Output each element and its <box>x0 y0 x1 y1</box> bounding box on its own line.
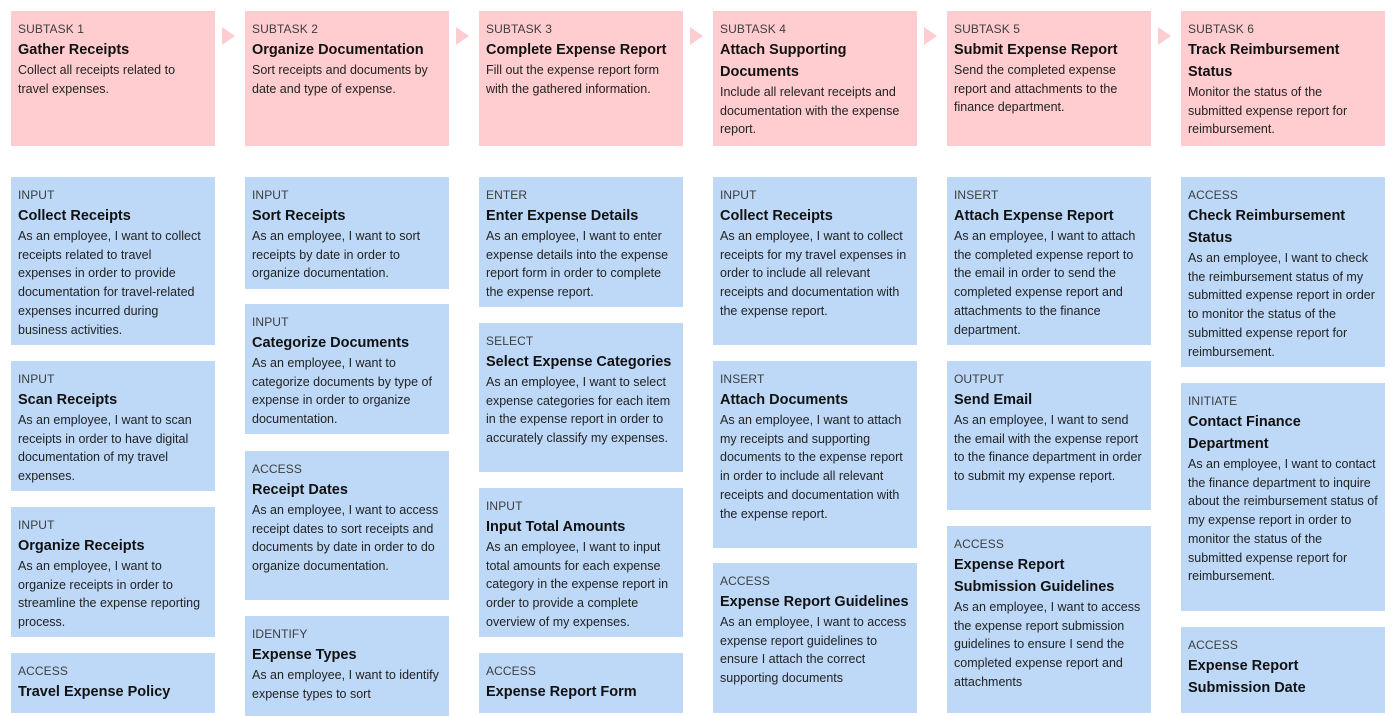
story-tag: INPUT <box>18 372 55 386</box>
story-title: Select Expense Categories <box>486 354 672 370</box>
story-title: Expense Types <box>252 647 357 663</box>
story-tag: INITIATE <box>1188 394 1238 408</box>
story-tag: INPUT <box>720 188 757 202</box>
subtask-title: Complete Expense Report <box>486 42 667 58</box>
story-tag: ACCESS <box>252 462 302 476</box>
story-card[interactable] <box>1181 627 1385 713</box>
story-tag: INPUT <box>252 315 289 329</box>
subtask-title: Gather Receipts <box>18 42 130 58</box>
story-card[interactable] <box>947 526 1151 713</box>
flow-arrow-icon <box>222 27 235 45</box>
story-tag: ACCESS <box>18 664 68 678</box>
subtask-title: Submit Expense Report <box>954 42 1118 58</box>
story-title: Expense Report Submission Date <box>1188 658 1306 696</box>
story-title: Receipt Dates <box>252 482 348 498</box>
story-title: Expense Report Guidelines <box>720 594 909 610</box>
story-card[interactable] <box>245 451 449 600</box>
story-card[interactable] <box>947 361 1151 510</box>
story-card[interactable] <box>479 488 683 637</box>
story-card[interactable] <box>479 653 683 713</box>
story-title: Attach Expense Report <box>954 208 1114 224</box>
story-card[interactable] <box>11 507 215 637</box>
story-title: Scan Receipts <box>18 392 118 408</box>
story-card[interactable] <box>713 177 917 345</box>
flow-arrow-icon <box>690 27 703 45</box>
story-description: As an employee, I want to access expense report guidelines to ensure I attach the correct supporting documents <box>720 615 907 686</box>
story-tag: INPUT <box>18 188 55 202</box>
subtask-description: Send the completed expense report and attachments to the finance department. <box>954 63 1118 115</box>
flow-arrow-icon <box>924 27 937 45</box>
story-description: As an employee, I want to scan receipts in order to have digital documentation of my travel expenses. <box>18 413 192 484</box>
subtask-card-4[interactable] <box>713 11 917 146</box>
story-card[interactable] <box>11 653 215 713</box>
story-title: Send Email <box>954 392 1033 408</box>
story-tag: ACCESS <box>1188 188 1238 202</box>
story-card[interactable] <box>479 323 683 472</box>
story-tag: INPUT <box>18 518 55 532</box>
story-card[interactable] <box>245 304 449 434</box>
story-title: Categorize Documents <box>252 335 410 351</box>
subtask-description: Include all relevant receipts and documentation with the expense report. <box>720 85 900 137</box>
story-title: Collect Receipts <box>18 208 131 224</box>
story-description: As an employee, I want to categorize documents by type of expense in order to organize documentation. <box>252 356 432 427</box>
story-title: Attach Documents <box>720 392 849 408</box>
story-description: As an employee, I want to contact the finance department to inquire about the reimbursement status of my expense report in order to monitor the status of the submitted expense report for reimbursement. <box>1188 457 1378 584</box>
subtask-description: Monitor the status of the submitted expense report for reimbursement. <box>1188 85 1348 137</box>
story-title: Travel Expense Policy <box>18 684 171 700</box>
subtask-tag: SUBTASK 3 <box>486 22 553 36</box>
story-description: As an employee, I want to organize receipts in order to streamline the expense reporting process. <box>18 559 201 630</box>
story-title: Enter Expense Details <box>486 208 639 224</box>
story-description: As an employee, I want to check the reimbursement status of my submitted expense report in order to monitor the status of the submitted expense report for reimbursement. <box>1188 251 1375 359</box>
story-card[interactable] <box>1181 177 1385 367</box>
story-card[interactable] <box>11 361 215 491</box>
story-tag: OUTPUT <box>954 372 1004 386</box>
story-tag: IDENTIFY <box>252 627 308 641</box>
story-description: As an employee, I want to select expense categories for each item in the expense report in order to accurately classify my expenses. <box>486 375 671 446</box>
story-card[interactable] <box>245 177 449 289</box>
story-card[interactable] <box>1181 383 1385 611</box>
story-title: Contact Finance Department <box>1188 414 1301 452</box>
story-card[interactable] <box>713 361 917 548</box>
subtask-title: Attach Supporting Documents <box>720 42 847 80</box>
story-description: As an employee, I want to identify expense types to sort <box>252 668 439 701</box>
flow-arrow-icon <box>1158 27 1171 45</box>
story-description: As an employee, I want to access the expense report submission guidelines to ensure I send the completed expense report and attachments <box>954 600 1141 689</box>
story-description: As an employee, I want to collect receipts related to travel expenses in order to provide documentation for travel-related expenses incurred during business activities. <box>18 229 201 337</box>
story-description: As an employee, I want to enter expense details into the expense report form in order to complete the expense report. <box>486 229 669 300</box>
subtask-title: Track Reimbursement Status <box>1188 42 1340 80</box>
subtask-card-5[interactable] <box>947 11 1151 146</box>
story-tag: INSERT <box>720 372 765 386</box>
subtask-tag: SUBTASK 5 <box>954 22 1021 36</box>
subtask-card-1[interactable] <box>11 11 215 146</box>
story-title: Input Total Amounts <box>486 519 626 535</box>
story-tag: ENTER <box>486 188 528 202</box>
story-tag: SELECT <box>486 334 534 348</box>
story-tag: ACCESS <box>486 664 536 678</box>
story-tag: INSERT <box>954 188 999 202</box>
story-tag: ACCESS <box>720 574 770 588</box>
subtask-tag: SUBTASK 4 <box>720 22 787 36</box>
story-tag: ACCESS <box>954 537 1004 551</box>
subtask-tag: SUBTASK 2 <box>252 22 319 36</box>
subtask-description: Collect all receipts related to travel expenses. <box>18 63 176 96</box>
story-tag: ACCESS <box>1188 638 1238 652</box>
story-title: Organize Receipts <box>18 538 145 554</box>
subtask-card-3[interactable] <box>479 11 683 146</box>
story-title: Sort Receipts <box>252 208 346 224</box>
subtask-card-6[interactable] <box>1181 11 1385 146</box>
subtask-tag: SUBTASK 1 <box>18 22 85 36</box>
story-title: Collect Receipts <box>720 208 833 224</box>
flow-arrow-icon <box>456 27 469 45</box>
story-description: As an employee, I want to attach the completed expense report to the email in order to send the completed expense report and attachments to the finance department. <box>954 229 1136 337</box>
story-description: As an employee, I want to attach my receipts and supporting documents to the expense report in order to include all relevant receipts and documentation with the expense report. <box>720 413 903 521</box>
story-title: Check Reimbursement Status <box>1188 208 1346 246</box>
subtask-tag: SUBTASK 6 <box>1188 22 1255 36</box>
story-card[interactable] <box>947 177 1151 345</box>
story-card[interactable] <box>245 616 449 716</box>
story-description: As an employee, I want to access receipt dates to sort receipts and documents by date in order to do organize documentation. <box>252 503 439 574</box>
story-title: Expense Report Submission Guidelines <box>954 557 1115 595</box>
subtask-title: Organize Documentation <box>252 42 424 58</box>
story-tag: INPUT <box>252 188 289 202</box>
story-description: As an employee, I want to sort receipts by date in order to organize documentation. <box>252 229 421 281</box>
story-tag: INPUT <box>486 499 523 513</box>
story-title: Expense Report Form <box>486 684 637 700</box>
subtask-card-2[interactable] <box>245 11 449 146</box>
story-card[interactable] <box>479 177 683 307</box>
story-description: As an employee, I want to input total amounts for each expense category in the expense report in order to provide a complete overview of my expenses. <box>486 540 669 629</box>
subtask-description: Sort receipts and documents by date and type of expense. <box>252 63 428 96</box>
story-description: As an employee, I want to collect receipts for my travel expenses in order to include all relevant receipts and documentation with the expense report. <box>720 229 907 318</box>
subtask-description: Fill out the expense report form with the gathered information. <box>486 63 659 96</box>
story-card[interactable] <box>11 177 215 345</box>
story-description: As an employee, I want to send the email with the expense report to the finance department in order to submit my expense report. <box>954 413 1142 484</box>
